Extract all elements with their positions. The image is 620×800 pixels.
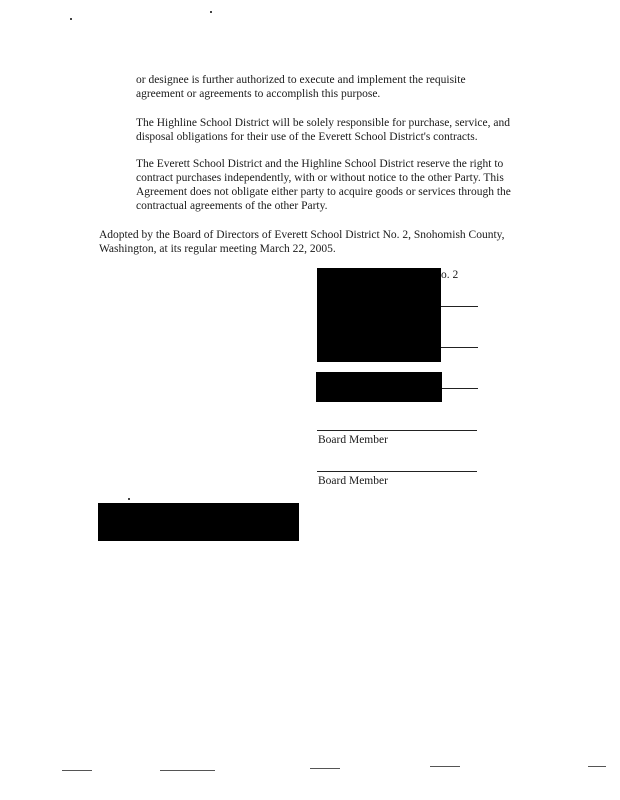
paragraph-adoption bbox=[99, 228, 505, 256]
paragraph-highline-responsibility bbox=[136, 116, 510, 144]
scan-artifact-line bbox=[588, 766, 606, 767]
board-member-label: Board Member bbox=[318, 475, 388, 487]
redaction-box-signatures bbox=[317, 268, 441, 362]
board-member-label: Board Member bbox=[318, 434, 388, 446]
paragraph-authorization bbox=[136, 73, 466, 101]
paragraph-line: The Highline School District will be solely responsible for purchase, service, and bbox=[136, 117, 510, 129]
scan-speck bbox=[70, 18, 72, 20]
redaction-box-attest bbox=[98, 503, 299, 541]
paragraph-line: Adopted by the Board of Directors of Everett School District No. 2, Snohomish County, bbox=[99, 229, 505, 241]
signature-line-board-member-2 bbox=[317, 471, 477, 472]
partial-district-number: o. 2 bbox=[441, 269, 459, 281]
signature-line bbox=[441, 347, 478, 348]
paragraph-line: disposal obligations for their use of the Everett School District's contracts. bbox=[136, 131, 478, 143]
paragraph-reservation-of-rights bbox=[136, 157, 511, 213]
paragraph-line: contract purchases independently, with or without notice to the other Party. This bbox=[136, 172, 504, 184]
signature-line bbox=[441, 388, 478, 389]
paragraph-line: agreement or agreements to accomplish this purpose. bbox=[136, 88, 381, 100]
paragraph-line: Washington, at its regular meeting March 22, 2005. bbox=[99, 243, 336, 255]
scan-artifact-line bbox=[430, 766, 460, 767]
scan-speck bbox=[128, 498, 130, 500]
paragraph-line: Agreement does not obligate either party to acquire goods or services through the bbox=[136, 186, 511, 198]
scan-artifact-line bbox=[310, 768, 340, 769]
redaction-box-signature bbox=[316, 372, 442, 402]
signature-line-board-member-1 bbox=[317, 430, 477, 431]
signature-line bbox=[441, 306, 478, 307]
scan-speck bbox=[210, 11, 212, 13]
paragraph-line: The Everett School District and the Highline School District reserve the right to bbox=[136, 158, 504, 170]
scan-artifact-line bbox=[62, 770, 92, 771]
paragraph-line: contractual agreements of the other Party. bbox=[136, 200, 328, 212]
paragraph-line: or designee is further authorized to execute and implement the requisite bbox=[136, 74, 466, 86]
scan-artifact-line bbox=[160, 770, 215, 771]
